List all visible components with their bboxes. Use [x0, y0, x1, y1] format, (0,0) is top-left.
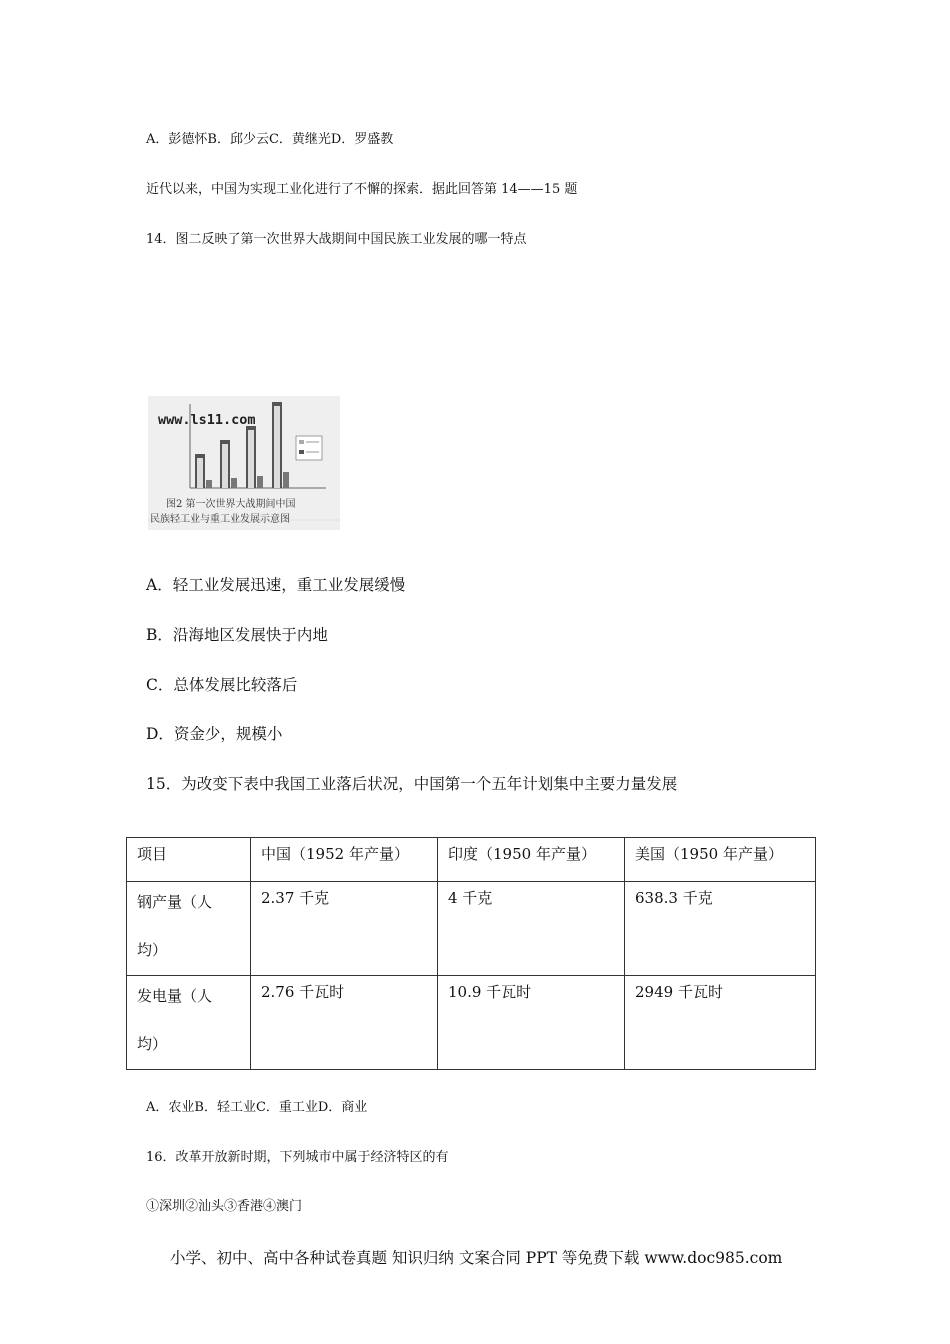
q13-options: A．彭德怀B．邱少云C．黄继光D．罗盛教 [146, 132, 394, 147]
table-cell-item: 发电量（人 均） [127, 976, 251, 1070]
figure-caption-line2: 民族轻工业与重工业发展示意图 [150, 514, 290, 525]
figure-caption-line1: 图2 第一次世界大战期间中国 [166, 499, 296, 510]
intro-text: 近代以来，中国为实现工业化进行了不懈的探索．据此回答第 14——15 题 [146, 182, 578, 197]
table-header-cell: 印度（1950 年产量） [438, 838, 625, 882]
table-header-cell: 美国（1950 年产量） [625, 838, 816, 882]
q14-option-d: D．资金少，规模小 [146, 725, 283, 743]
q15-options: A．农业B．轻工业C．重工业D．商业 [146, 1100, 368, 1115]
bar-heavy-2 [231, 478, 237, 488]
table-row [127, 882, 816, 976]
figure-2-chart-image [148, 396, 340, 530]
bar-heavy-1 [206, 480, 212, 488]
page-footer: 小学、初中、高中各种试卷真题 知识归纳 文案合同 PPT 等免费下载 www.doc985.com [170, 1249, 783, 1267]
bar-heavy-4 [283, 472, 289, 488]
table-cell: 2.37 千克 [251, 882, 438, 976]
question-14: 14．图二反映了第一次世界大战期间中国民族工业发展的哪一特点 [146, 232, 527, 247]
question-15: 15．为改变下表中我国工业落后状况，中国第一个五年计划集中主要力量发展 [146, 775, 678, 793]
q14-option-a: A．轻工业发展迅速，重工业发展缓慢 [146, 576, 406, 594]
table-header-cell: 项目 [127, 838, 251, 882]
table-cell-item: 钢产量（人 均） [127, 882, 251, 976]
table-cell: 10.9 千瓦时 [438, 976, 625, 1070]
table-cell: 2.76 千瓦时 [251, 976, 438, 1070]
figure-watermark: www.ls11.com [158, 412, 256, 428]
table-row [127, 976, 816, 1070]
industry-comparison-table [126, 837, 816, 1070]
q14-option-b: B．沿海地区发展快于内地 [146, 626, 328, 644]
table-cell: 4 千克 [438, 882, 625, 976]
table-cell: 2949 千瓦时 [625, 976, 816, 1070]
legend-box [296, 436, 322, 460]
table-header-row [127, 838, 816, 882]
bar-heavy-3 [257, 476, 263, 488]
question-16: 16．改革开放新时期，下列城市中属于经济特区的有 [146, 1150, 449, 1165]
table-cell: 638.3 千克 [625, 882, 816, 976]
table-header-cell: 中国（1952 年产量） [251, 838, 438, 882]
q14-option-c: C．总体发展比较落后 [146, 676, 298, 694]
q16-items: ①深圳②汕头③香港④澳门 [146, 1199, 303, 1214]
